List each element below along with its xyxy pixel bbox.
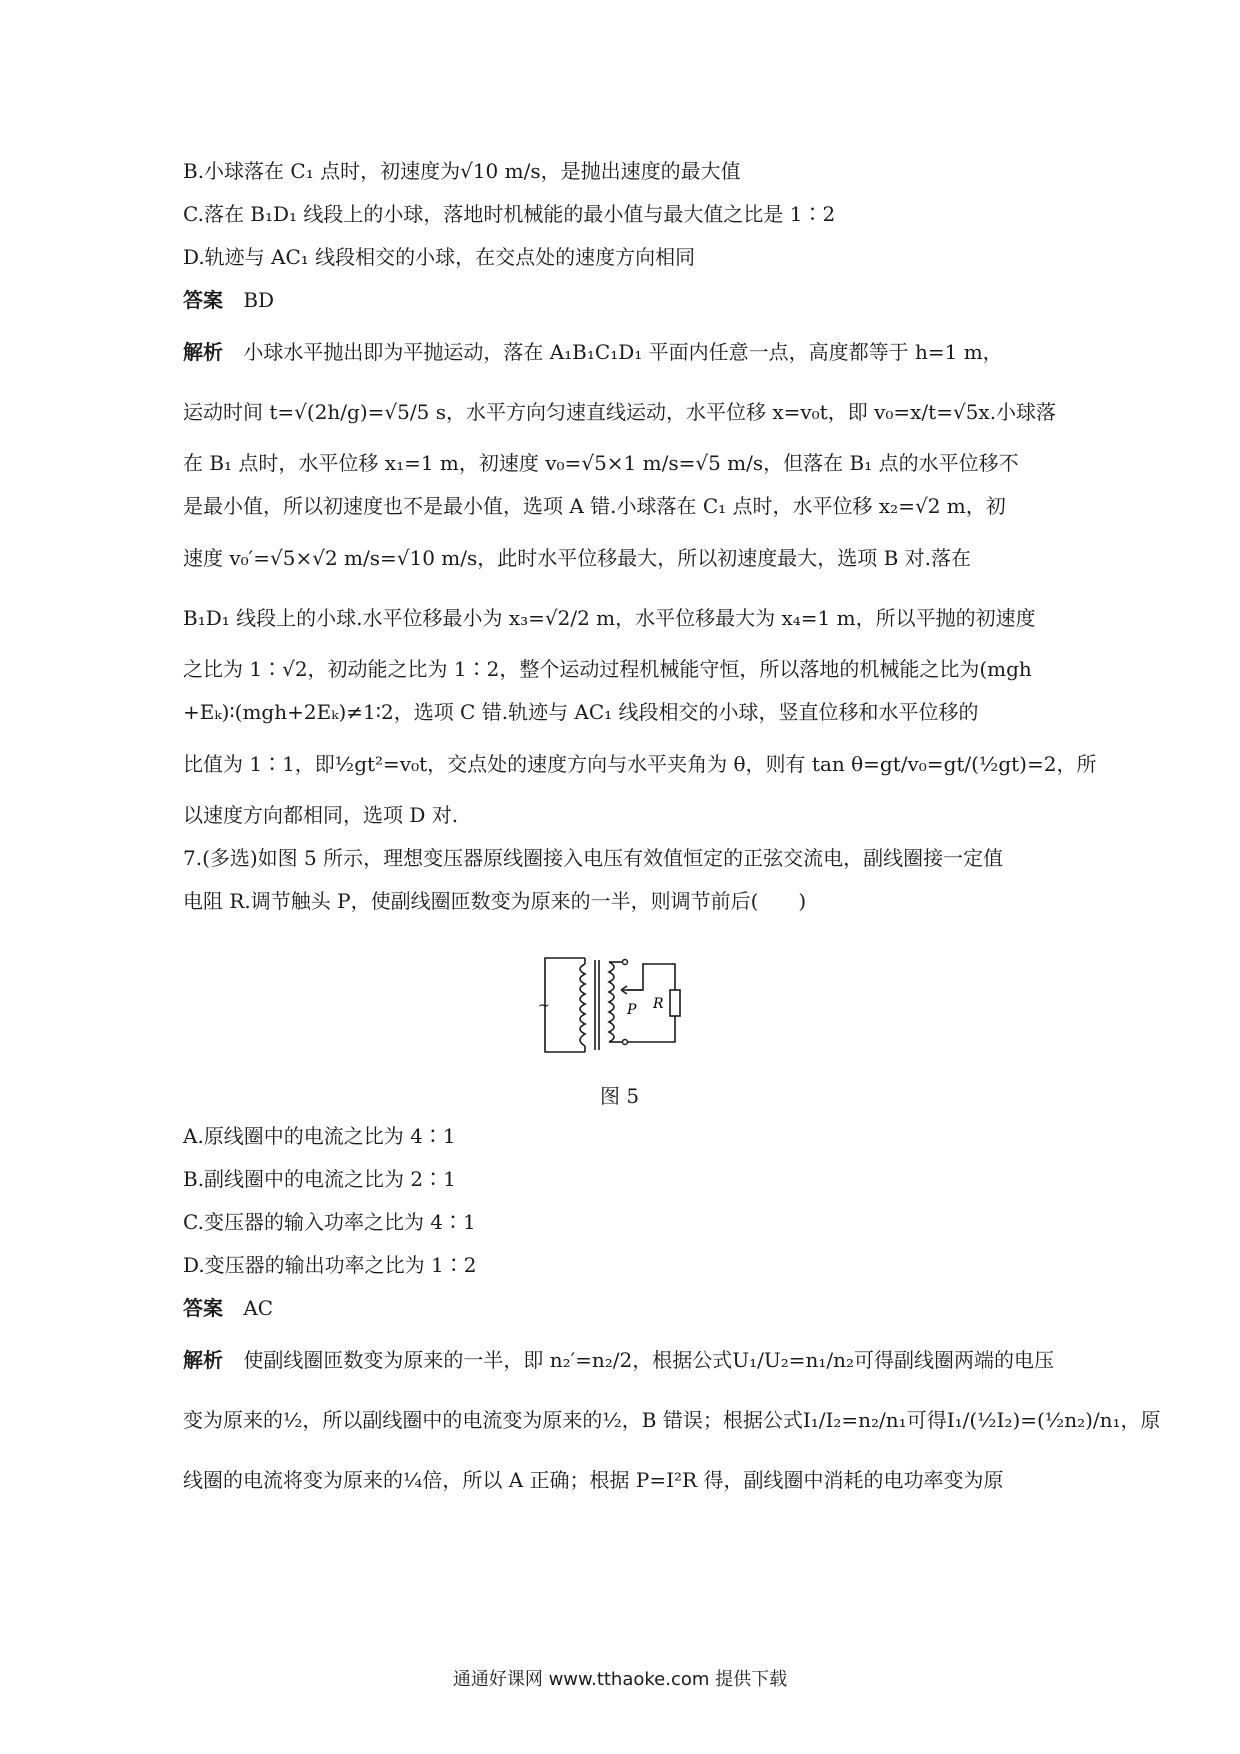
problem-7-stem-2: 电阻 R.调节触头 P，使副线圈匝数变为原来的一半，则调节前后( ) (183, 889, 807, 913)
label-r: R (653, 996, 664, 1012)
option-c: C.落在 B₁D₁ 线段上的小球，落地时机械能的最小值与最大值之比是 1∶2 (183, 202, 836, 226)
option-c: C.变压器的输入功率之比为 4∶1 (183, 1210, 476, 1234)
label-p: P (627, 1002, 637, 1018)
footer-watermark: 通通好课网 www.tthaoke.com 提供下载 (452, 1669, 788, 1690)
analysis-line-2: 运动时间 t=√(2h/g)=√5/5 s，水平方向匀速直线运动，水平位移 x=v₀t，即 v₀=x/t=√5x.小球落 (183, 400, 1057, 424)
answer-label: 答案 (183, 288, 223, 312)
option-d: D.变压器的输出功率之比为 1∶2 (183, 1253, 477, 1277)
option-d: D.轨迹与 AC₁ 线段相交的小球，在交点处的速度方向相同 (183, 245, 696, 269)
answer-value: BD (243, 288, 275, 312)
answer-value: AC (243, 1296, 274, 1320)
analysis-line-4: 是最小值，所以初速度也不是最小值，选项 A 错.小球落在 C₁ 点时，水平位移 x₂=√2 m，初 (183, 494, 1006, 518)
analysis-line-3: 在 B₁ 点时，水平位移 x₁=1 m，初速度 v₀=√5×1 m/s=√5 m/s，但落在 B₁ 点的水平位移不 (183, 451, 1019, 475)
answer-label: 答案 (183, 1296, 223, 1320)
analysis-line-2: 变为原来的½，所以副线圈中的电流变为原来的½，B 错误；根据公式I₁/I₂=n₂/n₁可得I₁/(½I₂)=(½n₂)/n₁，原 (183, 1408, 1161, 1432)
analysis-text: 小球水平抛出即为平抛运动，落在 A₁B₁C₁D₁ 平面内任意一点，高度都等于 h=1 m， (243, 340, 1003, 364)
analysis-line-7: 之比为 1∶√2，初动能之比为 1∶2，整个运动过程机械能守恒，所以落地的机械能之比为(mgh (183, 657, 1032, 681)
transformer-circuit-diagram (535, 950, 715, 1060)
analysis-line-1 (183, 1330, 1063, 1390)
analysis-label: 解析 (183, 1348, 223, 1372)
analysis-line-5: 速度 v₀′=√5×√2 m/s=√10 m/s，此时水平位移最大，所以初速度最大，选项 B 对.落在 (183, 546, 972, 570)
analysis-line-8: +Eₖ)∶(mgh+2Eₖ)≠1∶2，选项 C 错.轨迹与 AC₁ 线段相交的小球，竖直位移和水平位移的 (183, 700, 979, 724)
source-symbol: ~ (538, 998, 550, 1014)
option-a: A.原线圈中的电流之比为 4∶1 (183, 1124, 456, 1148)
option-b: B.小球落在 C₁ 点时，初速度为√10 m/s，是抛出速度的最大值 (183, 159, 741, 183)
figure-caption: 图 5 (600, 1084, 640, 1108)
analysis-text: 使副线圈匝数变为原来的一半，即 n₂′=n₂/2，根据公式U₁/U₂=n₁/n₂可得副线圈两端的电压 (243, 1348, 1055, 1372)
analysis-line-1 (183, 322, 1063, 382)
analysis-line-10: 以速度方向都相同，选项 D 对. (183, 803, 459, 827)
option-b: B.副线圈中的电流之比为 2∶1 (183, 1167, 456, 1191)
analysis-label: 解析 (183, 340, 223, 364)
problem-7-stem-1: 7.(多选)如图 5 所示，理想变压器原线圈接入电压有效值恒定的正弦交流电，副线圈接一定值 (183, 846, 1004, 870)
analysis-line-9: 比值为 1∶1，即½gt²=v₀t，交点处的速度方向与水平夹角为 θ，则有 tan θ=gt/v₀=gt/(½gt)=2，所 (183, 752, 1097, 776)
problem-7-options (183, 1115, 1161, 1510)
problem-6-block (183, 150, 1097, 923)
analysis-line-3: 线圈的电流将变为原来的¼倍，所以 A 正确；根据 P=I²R 得，副线圈中消耗的电功率变为原 (183, 1468, 1004, 1492)
answer-line (183, 279, 1063, 322)
answer-line (183, 1287, 1063, 1330)
analysis-line-6: B₁D₁ 线段上的小球.水平位移最小为 x₃=√2/2 m，水平位移最大为 x₄=1 m，所以平抛的初速度 (183, 606, 1036, 630)
